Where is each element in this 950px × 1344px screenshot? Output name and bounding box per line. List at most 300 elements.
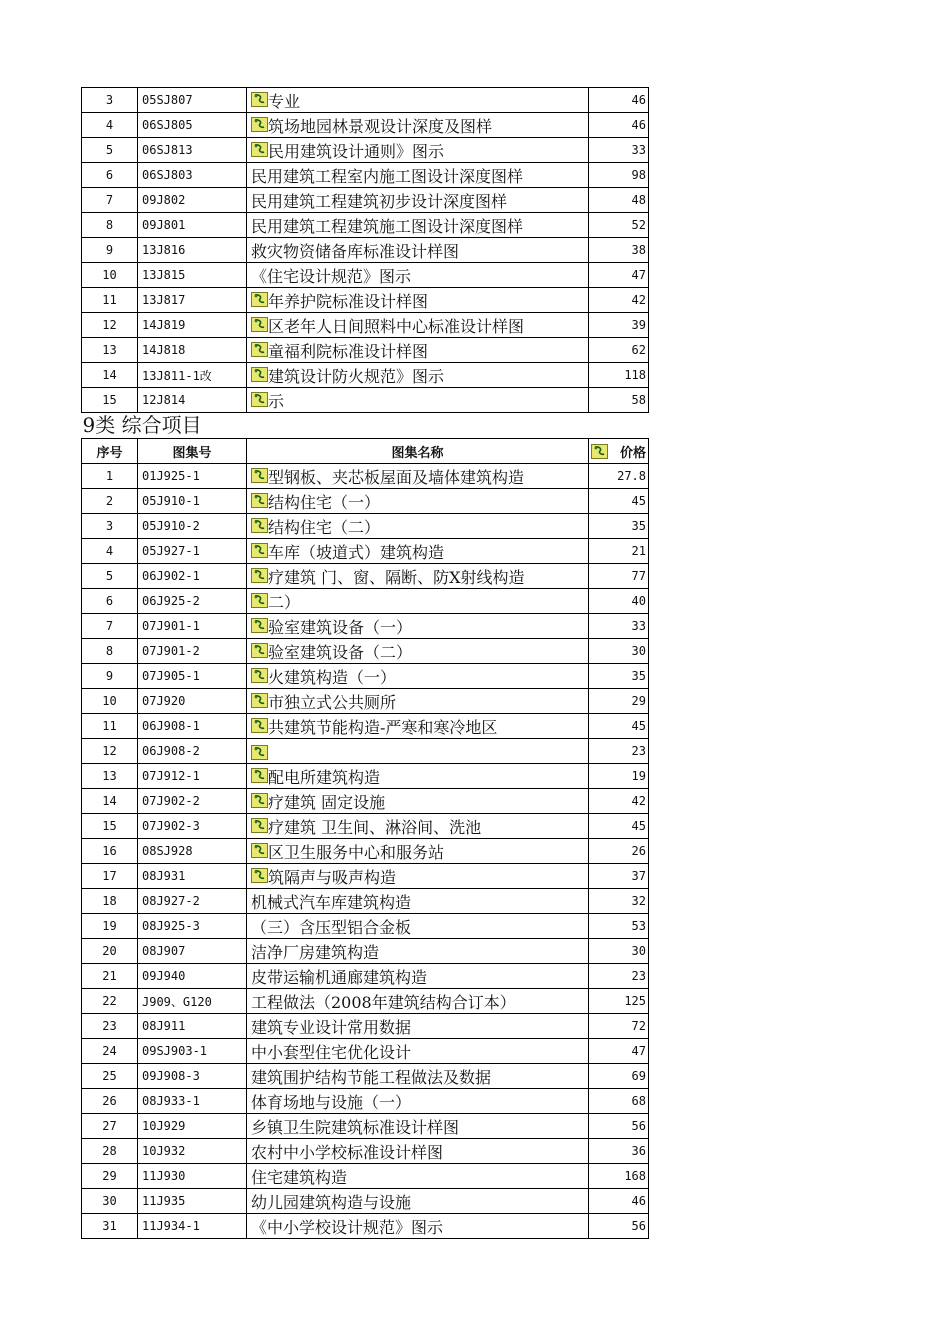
- comment-indicator-icon[interactable]: [251, 718, 268, 733]
- table-row[interactable]: [82, 338, 649, 363]
- price-cell[interactable]: [589, 1164, 649, 1189]
- catalog-name-text: 救灾物资储备库标准设计样图: [251, 241, 460, 261]
- price-cell[interactable]: [589, 864, 649, 889]
- comment-indicator-icon[interactable]: [251, 117, 268, 132]
- price-cell[interactable]: [589, 338, 649, 363]
- catalog-code-text: 05J910-1: [142, 494, 200, 508]
- catalog-name-text: 童福利院标准设计样图: [268, 341, 429, 361]
- row-number[interactable]: [82, 914, 138, 939]
- table-row[interactable]: [82, 188, 649, 213]
- row-number[interactable]: [82, 464, 138, 489]
- catalog-code-text: 05SJ807: [142, 93, 193, 107]
- catalog-code[interactable]: [138, 714, 247, 739]
- price-cell[interactable]: [589, 614, 649, 639]
- catalog-code[interactable]: [138, 514, 247, 539]
- catalog-name[interactable]: [247, 288, 589, 313]
- table-row[interactable]: [82, 964, 649, 989]
- table-row[interactable]: [82, 1214, 649, 1239]
- catalog-code[interactable]: [138, 739, 247, 764]
- catalog-code[interactable]: [138, 814, 247, 839]
- comment-indicator-icon[interactable]: [251, 292, 268, 307]
- catalog-code[interactable]: [138, 263, 247, 288]
- catalog-code[interactable]: [138, 839, 247, 864]
- row-number[interactable]: [82, 1089, 138, 1114]
- price-cell[interactable]: [589, 989, 649, 1014]
- catalog-name[interactable]: [247, 814, 589, 839]
- catalog-code[interactable]: [138, 664, 247, 689]
- catalog-code[interactable]: [138, 914, 247, 939]
- catalog-code[interactable]: [138, 213, 247, 238]
- catalog-code[interactable]: [138, 864, 247, 889]
- section-title-row: [82, 413, 649, 439]
- catalog-code[interactable]: [138, 564, 247, 589]
- price-cell[interactable]: [589, 564, 649, 589]
- price-cell[interactable]: [589, 464, 649, 489]
- row-number[interactable]: [82, 1139, 138, 1164]
- price-cell-text: 98: [631, 168, 646, 182]
- row-number[interactable]: [82, 1114, 138, 1139]
- row-number[interactable]: [82, 1039, 138, 1064]
- price-cell-text: 35: [631, 519, 646, 533]
- catalog-name[interactable]: [247, 1064, 589, 1089]
- price-cell[interactable]: [589, 514, 649, 539]
- price-cell-text: 48: [631, 193, 646, 207]
- table-row[interactable]: [82, 88, 649, 113]
- table-row[interactable]: [82, 363, 649, 388]
- table-row[interactable]: [82, 238, 649, 263]
- row-number[interactable]: [82, 614, 138, 639]
- comment-indicator-icon[interactable]: [251, 493, 268, 508]
- catalog-name-text: 《中小学校设计规范》图示: [251, 1217, 444, 1237]
- catalog-name-text: 民用建筑设计通则》图示: [268, 141, 445, 161]
- catalog-code-text: 09SJ903-1: [142, 1044, 208, 1058]
- catalog-name[interactable]: [247, 739, 589, 764]
- catalog-code-text: 07J912-1: [142, 769, 200, 783]
- catalog-name-text: 结构住宅（一）: [268, 492, 381, 512]
- table-row[interactable]: [82, 263, 649, 288]
- table-row[interactable]: [82, 539, 649, 564]
- catalog-code[interactable]: [138, 1189, 247, 1214]
- table-row[interactable]: [82, 1164, 649, 1189]
- catalog-code[interactable]: [138, 689, 247, 714]
- catalog-code[interactable]: [138, 1164, 247, 1189]
- catalog-name[interactable]: [247, 1214, 589, 1239]
- catalog-name[interactable]: [247, 514, 589, 539]
- table-row[interactable]: [82, 1089, 649, 1114]
- row-number[interactable]: [82, 1064, 138, 1089]
- price-cell[interactable]: [589, 388, 649, 413]
- comment-indicator-icon[interactable]: [251, 668, 268, 683]
- catalog-code-text: 11J935: [142, 1194, 186, 1208]
- catalog-name[interactable]: [247, 238, 589, 263]
- row-number[interactable]: [82, 1189, 138, 1214]
- price-cell[interactable]: [589, 1014, 649, 1039]
- price-cell-text: 45: [631, 819, 646, 833]
- price-cell[interactable]: [589, 964, 649, 989]
- table-row[interactable]: [82, 914, 649, 939]
- table-row[interactable]: [82, 589, 649, 614]
- catalog-code[interactable]: [138, 313, 247, 338]
- price-cell[interactable]: [589, 489, 649, 514]
- catalog-code-text: 08J911: [142, 1019, 186, 1033]
- price-cell[interactable]: [589, 939, 649, 964]
- table-row[interactable]: [82, 163, 649, 188]
- row-number[interactable]: [82, 939, 138, 964]
- comment-indicator-icon[interactable]: [251, 643, 268, 658]
- table-row[interactable]: [82, 138, 649, 163]
- row-number[interactable]: [82, 639, 138, 664]
- row-number[interactable]: [82, 238, 138, 263]
- catalog-code[interactable]: [138, 464, 247, 489]
- row-number[interactable]: [82, 1014, 138, 1039]
- catalog-code-text: 08J931: [142, 869, 186, 883]
- catalog-code-text: 06SJ803: [142, 168, 193, 182]
- price-cell[interactable]: [589, 639, 649, 664]
- comment-indicator-icon[interactable]: [251, 768, 268, 783]
- row-number[interactable]: [82, 213, 138, 238]
- price-cell[interactable]: [589, 589, 649, 614]
- row-number[interactable]: [82, 363, 138, 388]
- table-row[interactable]: [82, 514, 649, 539]
- catalog-name[interactable]: [247, 689, 589, 714]
- catalog-code[interactable]: [138, 338, 247, 363]
- comment-indicator-icon[interactable]: [591, 444, 608, 459]
- price-cell[interactable]: [589, 739, 649, 764]
- row-number[interactable]: [82, 163, 138, 188]
- price-cell[interactable]: [589, 313, 649, 338]
- comment-indicator-icon[interactable]: [251, 693, 268, 708]
- comment-indicator-icon[interactable]: [251, 818, 268, 833]
- price-cell[interactable]: [589, 914, 649, 939]
- comment-indicator-icon[interactable]: [251, 92, 268, 107]
- table-row[interactable]: [82, 839, 649, 864]
- price-cell[interactable]: [589, 814, 649, 839]
- price-cell-text: 42: [631, 293, 646, 307]
- table-row[interactable]: [82, 939, 649, 964]
- price-cell[interactable]: [589, 714, 649, 739]
- comment-indicator-icon[interactable]: [251, 367, 268, 382]
- comment-indicator-icon[interactable]: [251, 342, 268, 357]
- row-number[interactable]: [82, 539, 138, 564]
- row-number[interactable]: [82, 313, 138, 338]
- price-cell-text: 62: [631, 343, 646, 357]
- row-number[interactable]: [82, 263, 138, 288]
- comment-indicator-icon[interactable]: [251, 518, 268, 533]
- catalog-name[interactable]: [247, 88, 589, 113]
- catalog-code-text: 13J811-1改: [142, 368, 212, 383]
- price-cell-text: 118: [624, 368, 646, 382]
- catalog-code[interactable]: [138, 1064, 247, 1089]
- catalog-name[interactable]: [247, 764, 589, 789]
- catalog-code[interactable]: [138, 163, 247, 188]
- row-number[interactable]: [82, 714, 138, 739]
- price-cell[interactable]: [589, 163, 649, 188]
- catalog-name[interactable]: [247, 1164, 589, 1189]
- price-cell[interactable]: [589, 1114, 649, 1139]
- catalog-name[interactable]: [247, 464, 589, 489]
- price-cell[interactable]: [589, 1214, 649, 1239]
- table-row[interactable]: [82, 689, 649, 714]
- catalog-code-text: 10J932: [142, 1144, 186, 1158]
- row-number[interactable]: [82, 739, 138, 764]
- comment-indicator-icon[interactable]: [251, 618, 268, 633]
- table-row[interactable]: [82, 464, 649, 489]
- row-number[interactable]: [82, 589, 138, 614]
- price-cell[interactable]: [589, 1039, 649, 1064]
- catalog-code-text: 08J933-1: [142, 1094, 200, 1108]
- row-number[interactable]: [82, 88, 138, 113]
- price-cell[interactable]: [589, 113, 649, 138]
- price-cell[interactable]: [589, 689, 649, 714]
- table-row[interactable]: [82, 1064, 649, 1089]
- comment-indicator-icon[interactable]: [251, 745, 268, 760]
- catalog-code[interactable]: [138, 1014, 247, 1039]
- table-row[interactable]: [82, 739, 649, 764]
- table-row[interactable]: [82, 714, 649, 739]
- catalog-code[interactable]: [138, 238, 247, 263]
- price-cell[interactable]: [589, 88, 649, 113]
- row-number[interactable]: [82, 564, 138, 589]
- catalog-name[interactable]: [247, 188, 589, 213]
- catalog-code-text: 08J927-2: [142, 894, 200, 908]
- catalog-name[interactable]: [247, 914, 589, 939]
- table-row[interactable]: [82, 889, 649, 914]
- catalog-name[interactable]: [247, 338, 589, 363]
- comment-indicator-icon[interactable]: [251, 142, 268, 157]
- catalog-name[interactable]: [247, 363, 589, 388]
- price-cell[interactable]: [589, 1139, 649, 1164]
- row-number-text: 16: [102, 844, 117, 858]
- comment-indicator-icon[interactable]: [251, 392, 268, 407]
- catalog-name-text: 示: [268, 391, 285, 411]
- catalog-name[interactable]: [247, 1189, 589, 1214]
- catalog-code[interactable]: [138, 363, 247, 388]
- catalog-code[interactable]: [138, 288, 247, 313]
- comment-indicator-icon[interactable]: [251, 468, 268, 483]
- table-row[interactable]: [82, 1014, 649, 1039]
- row-number-text: 15: [102, 819, 117, 833]
- catalog-code[interactable]: [138, 639, 247, 664]
- row-number-text: 8: [105, 218, 114, 232]
- catalog-name[interactable]: [247, 1139, 589, 1164]
- row-number[interactable]: [82, 113, 138, 138]
- comment-indicator-icon[interactable]: [251, 568, 268, 583]
- row-number[interactable]: [82, 989, 138, 1014]
- price-cell-text: 52: [631, 218, 646, 232]
- table-row[interactable]: [82, 1189, 649, 1214]
- row-number[interactable]: [82, 839, 138, 864]
- catalog-name-text: 区老年人日间照料中心标准设计样图: [268, 316, 525, 336]
- catalog-name[interactable]: [247, 489, 589, 514]
- row-number[interactable]: [82, 514, 138, 539]
- table-row[interactable]: [82, 664, 649, 689]
- catalog-name[interactable]: [247, 889, 589, 914]
- catalog-code[interactable]: [138, 188, 247, 213]
- row-number-text: 14: [102, 794, 117, 808]
- catalog-code-text: 08SJ928: [142, 844, 193, 858]
- catalog-name[interactable]: [247, 589, 589, 614]
- row-number-text: 1: [105, 469, 114, 483]
- table-row[interactable]: [82, 864, 649, 889]
- catalog-code[interactable]: [138, 889, 247, 914]
- row-number[interactable]: [82, 138, 138, 163]
- catalog-name-text: 幼儿园建筑构造与设施: [251, 1192, 412, 1212]
- row-number[interactable]: [82, 964, 138, 989]
- price-cell-text: 38: [631, 243, 646, 257]
- catalog-table: [81, 87, 649, 1239]
- row-number[interactable]: [82, 338, 138, 363]
- table-row[interactable]: [82, 288, 649, 313]
- table-row[interactable]: [82, 388, 649, 413]
- catalog-code[interactable]: [138, 1214, 247, 1239]
- row-number[interactable]: [82, 388, 138, 413]
- table-row[interactable]: [82, 1039, 649, 1064]
- row-number[interactable]: [82, 814, 138, 839]
- catalog-name[interactable]: [247, 664, 589, 689]
- comment-indicator-icon[interactable]: [251, 593, 268, 608]
- table-row[interactable]: [82, 1114, 649, 1139]
- header-name: 图集名称: [247, 439, 589, 464]
- catalog-name[interactable]: [247, 163, 589, 188]
- catalog-name[interactable]: [247, 989, 589, 1014]
- price-cell[interactable]: [589, 138, 649, 163]
- price-cell[interactable]: [589, 889, 649, 914]
- table-row[interactable]: [82, 814, 649, 839]
- catalog-name[interactable]: [247, 313, 589, 338]
- row-number-text: 26: [102, 1094, 117, 1108]
- table-row[interactable]: [82, 639, 649, 664]
- row-number[interactable]: [82, 664, 138, 689]
- catalog-code[interactable]: [138, 614, 247, 639]
- price-cell[interactable]: [589, 539, 649, 564]
- row-number[interactable]: [82, 1214, 138, 1239]
- catalog-name-text: 洁净厂房建筑构造: [251, 942, 380, 962]
- catalog-code[interactable]: [138, 939, 247, 964]
- row-number[interactable]: [82, 889, 138, 914]
- table-row[interactable]: [82, 564, 649, 589]
- catalog-name-text: 专业: [268, 91, 301, 111]
- catalog-code[interactable]: [138, 764, 247, 789]
- catalog-name[interactable]: [247, 839, 589, 864]
- table-row[interactable]: [82, 113, 649, 138]
- row-number[interactable]: [82, 188, 138, 213]
- catalog-code[interactable]: [138, 138, 247, 163]
- catalog-name[interactable]: [247, 213, 589, 238]
- row-number[interactable]: [82, 489, 138, 514]
- catalog-name[interactable]: [247, 789, 589, 814]
- price-cell[interactable]: [589, 1089, 649, 1114]
- catalog-name[interactable]: [247, 639, 589, 664]
- comment-indicator-icon[interactable]: [251, 868, 268, 883]
- catalog-code[interactable]: [138, 489, 247, 514]
- price-cell[interactable]: [589, 764, 649, 789]
- row-number[interactable]: [82, 288, 138, 313]
- catalog-name[interactable]: [247, 113, 589, 138]
- row-number[interactable]: [82, 789, 138, 814]
- price-cell-text: 125: [624, 994, 646, 1008]
- row-number-text: 18: [102, 894, 117, 908]
- row-number-text: 31: [102, 1219, 117, 1233]
- catalog-name[interactable]: [247, 1014, 589, 1039]
- table-row[interactable]: [82, 989, 649, 1014]
- catalog-name-text: 建筑专业设计常用数据: [251, 1017, 412, 1037]
- row-number[interactable]: [82, 764, 138, 789]
- row-number[interactable]: [82, 864, 138, 889]
- catalog-name[interactable]: [247, 614, 589, 639]
- catalog-name[interactable]: [247, 388, 589, 413]
- catalog-name[interactable]: [247, 714, 589, 739]
- catalog-name-text: 体育场地与设施（一）: [251, 1092, 412, 1112]
- catalog-code[interactable]: [138, 589, 247, 614]
- price-cell[interactable]: [589, 789, 649, 814]
- comment-indicator-icon[interactable]: [251, 843, 268, 858]
- table-row[interactable]: [82, 489, 649, 514]
- row-number[interactable]: [82, 1164, 138, 1189]
- table-row[interactable]: [82, 1139, 649, 1164]
- table-row[interactable]: [82, 764, 649, 789]
- catalog-code[interactable]: [138, 388, 247, 413]
- catalog-name[interactable]: [247, 1114, 589, 1139]
- price-cell-text: 46: [631, 1194, 646, 1208]
- price-cell[interactable]: [589, 1064, 649, 1089]
- table-row[interactable]: [82, 313, 649, 338]
- catalog-name[interactable]: [247, 939, 589, 964]
- table-row[interactable]: [82, 614, 649, 639]
- catalog-name-text: 皮带运输机通廊建筑构造: [251, 967, 428, 987]
- catalog-code[interactable]: [138, 1114, 247, 1139]
- catalog-name-text: 结构住宅（二）: [268, 517, 381, 537]
- comment-indicator-icon[interactable]: [251, 543, 268, 558]
- price-cell[interactable]: [589, 188, 649, 213]
- catalog-code-text: 05J910-2: [142, 519, 200, 533]
- catalog-code[interactable]: [138, 789, 247, 814]
- price-cell[interactable]: [589, 288, 649, 313]
- catalog-name[interactable]: [247, 864, 589, 889]
- row-number-text: 7: [105, 193, 114, 207]
- price-cell[interactable]: [589, 664, 649, 689]
- catalog-name[interactable]: [247, 138, 589, 163]
- catalog-code[interactable]: [138, 989, 247, 1014]
- price-cell-text: 40: [631, 594, 646, 608]
- catalog-name[interactable]: [247, 1039, 589, 1064]
- catalog-name[interactable]: [247, 564, 589, 589]
- catalog-name[interactable]: [247, 964, 589, 989]
- catalog-code[interactable]: [138, 88, 247, 113]
- price-cell[interactable]: [589, 363, 649, 388]
- comment-indicator-icon[interactable]: [251, 793, 268, 808]
- price-cell[interactable]: [589, 839, 649, 864]
- catalog-name[interactable]: [247, 263, 589, 288]
- row-number[interactable]: [82, 689, 138, 714]
- price-cell[interactable]: [589, 213, 649, 238]
- catalog-code[interactable]: [138, 1139, 247, 1164]
- catalog-code[interactable]: [138, 539, 247, 564]
- price-cell[interactable]: [589, 263, 649, 288]
- catalog-code[interactable]: [138, 964, 247, 989]
- catalog-code[interactable]: [138, 113, 247, 138]
- catalog-name[interactable]: [247, 1089, 589, 1114]
- price-cell[interactable]: [589, 1189, 649, 1214]
- catalog-code[interactable]: [138, 1039, 247, 1064]
- table-row[interactable]: [82, 789, 649, 814]
- catalog-name[interactable]: [247, 539, 589, 564]
- catalog-code[interactable]: [138, 1089, 247, 1114]
- comment-indicator-icon[interactable]: [251, 317, 268, 332]
- table-row[interactable]: [82, 213, 649, 238]
- price-cell[interactable]: [589, 238, 649, 263]
- row-number-text: 20: [102, 944, 117, 958]
- catalog-code-text: 10J929: [142, 1119, 186, 1133]
